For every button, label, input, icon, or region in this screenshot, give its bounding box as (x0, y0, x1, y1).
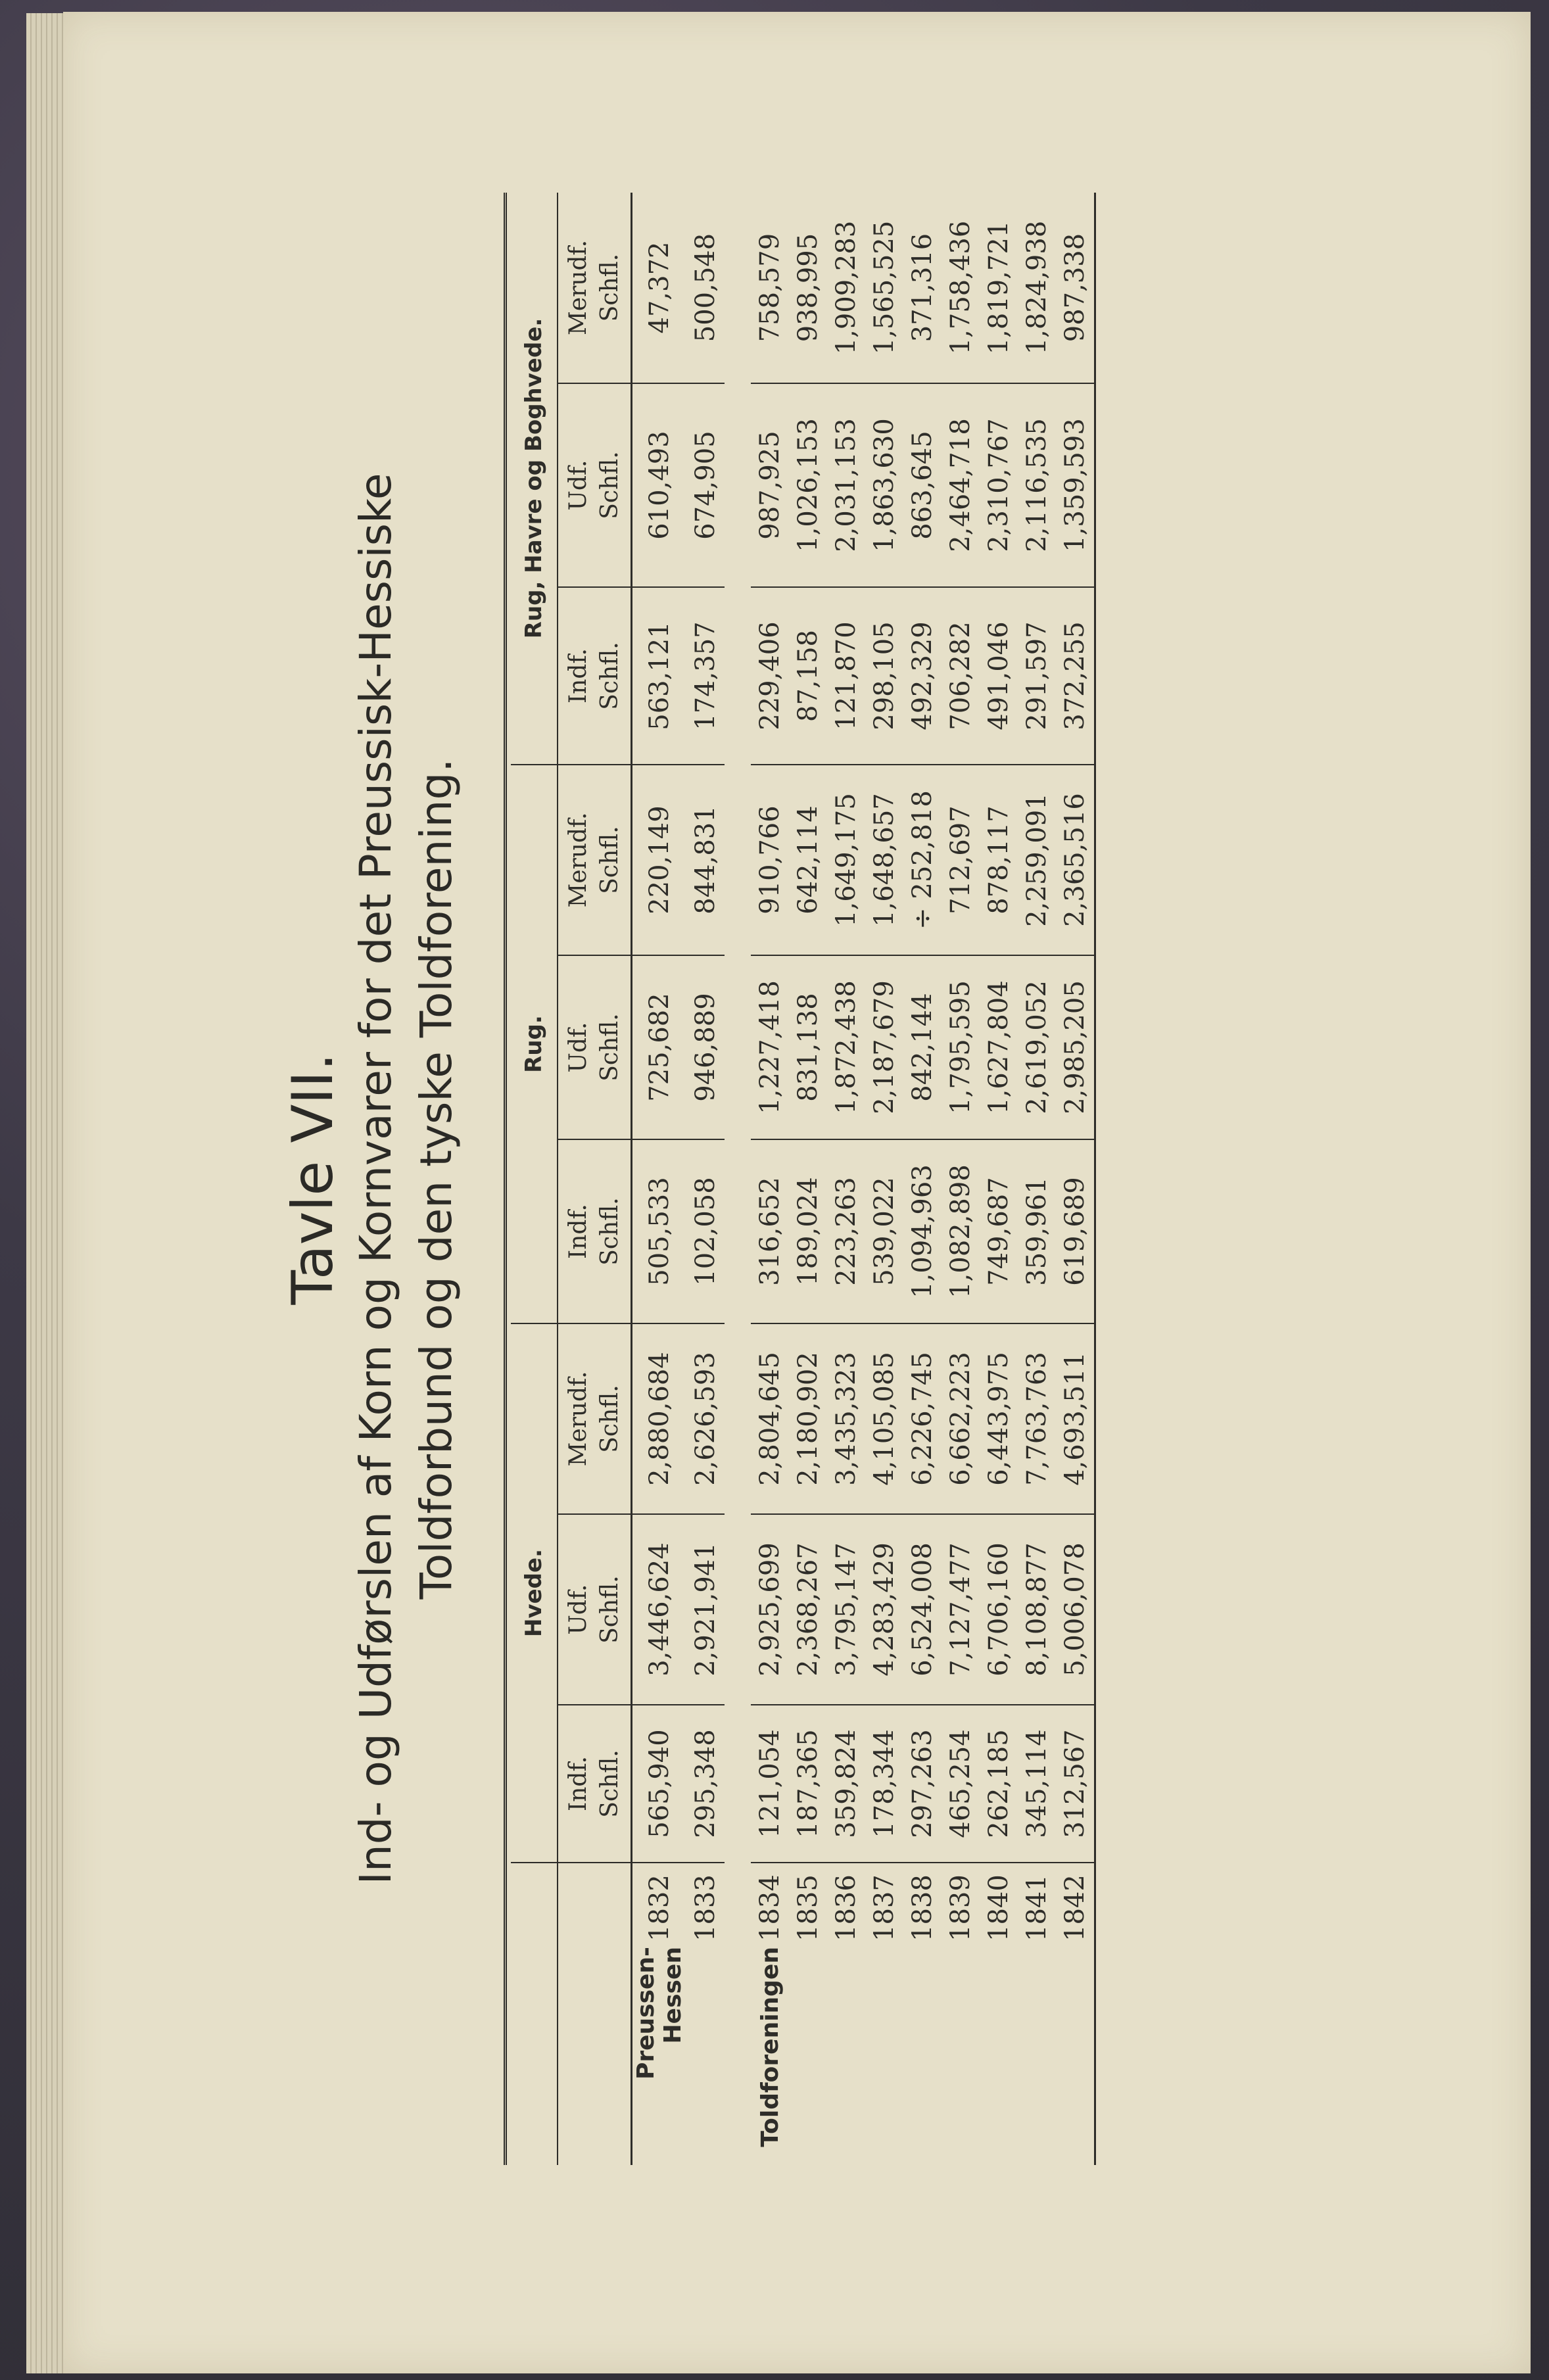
page-title: Tavle VII. (280, 1053, 346, 1305)
section-name (1018, 1941, 1056, 2165)
group-header-row (511, 193, 558, 2165)
value-cell: 2,880,684 (632, 1323, 687, 1514)
value-cell: 465,254 (941, 1705, 980, 1863)
value-cell: 2,804,645 (751, 1323, 789, 1514)
value-cell: 6,662,223 (941, 1323, 980, 1514)
value-cell: 2,985,205 (1056, 955, 1095, 1139)
value-cell: 2,031,153 (827, 383, 865, 587)
value-cell: 831,138 (789, 955, 827, 1139)
subtitle-line-1: Ind- og Udførslen af Korn og Kornvarer for det Preussisk-Hessiske (350, 473, 401, 1885)
table-row (686, 193, 725, 2165)
value-cell: 3,446,624 (632, 1514, 687, 1705)
value-cell: 295,348 (686, 1705, 725, 1863)
year-cell: 1836 (831, 1874, 861, 1941)
value-cell: 2,116,535 (1018, 383, 1056, 587)
year-cell: 1839 (945, 1874, 976, 1941)
value-cell: 1,758,436 (941, 193, 980, 383)
value-cell: 87,158 (789, 587, 827, 765)
value-cell: 706,282 (941, 587, 980, 765)
value-cell: 8,108,877 (1018, 1514, 1056, 1705)
value-cell: 220,149 (632, 765, 687, 955)
value-cell: 4,105,085 (865, 1323, 903, 1514)
value-cell: 174,357 (686, 587, 725, 765)
value-cell: 121,054 (751, 1705, 789, 1863)
value-cell: 619,689 (1056, 1139, 1095, 1323)
value-cell: 297,263 (903, 1705, 941, 1863)
value-cell: 4,693,511 (1056, 1323, 1095, 1514)
value-cell: 1,863,630 (865, 383, 903, 587)
value-cell: 291,597 (1018, 587, 1056, 765)
value-cell: 3,435,323 (827, 1323, 865, 1514)
hdr-rug-indf: Indf. Schfl. (558, 1139, 632, 1323)
section-name (789, 1941, 827, 2165)
value-cell: 178,344 (865, 1705, 903, 1863)
value-cell: 1,824,938 (1018, 193, 1056, 383)
section-name (827, 1941, 865, 2165)
year-cell: 1838 (907, 1874, 938, 1941)
value-cell: 565,940 (632, 1705, 687, 1863)
value-cell: 1,648,657 (865, 765, 903, 955)
section-name (980, 1941, 1018, 2165)
table-row (1056, 193, 1095, 2165)
section-name (1056, 1941, 1095, 2165)
value-cell: 1,649,175 (827, 765, 865, 955)
table-row (632, 193, 687, 2165)
value-cell: 1,359,593 (1056, 383, 1095, 587)
hdr-rhb-udf: Udf. Schfl. (558, 383, 632, 587)
value-cell: 189,024 (789, 1139, 827, 1323)
section-name: Preussen-Hessen (632, 1947, 686, 2080)
table-row (941, 193, 980, 2165)
value-cell: 1,082,898 (941, 1139, 980, 1323)
group-rug: Rug. (511, 765, 558, 1323)
value-cell: 2,180,902 (789, 1323, 827, 1514)
value-cell: 1,872,438 (827, 955, 865, 1139)
value-cell: 372,255 (1056, 587, 1095, 765)
value-cell: 2,619,052 (1018, 955, 1056, 1139)
value-cell: 1,565,525 (865, 193, 903, 383)
value-cell: 229,406 (751, 587, 789, 765)
value-cell: 2,368,267 (789, 1514, 827, 1705)
subtitle-line-2: Toldforbund og den tyske Toldforening. (411, 758, 462, 1600)
year-cell: 1837 (869, 1874, 899, 1941)
hdr-rhb-merudf: Merudf. Schfl. (558, 193, 632, 383)
value-cell: 2,464,718 (941, 383, 980, 587)
value-cell: 938,995 (789, 193, 827, 383)
value-cell: 316,652 (751, 1139, 789, 1323)
table-body (632, 193, 1099, 2165)
value-cell: 1,026,153 (789, 383, 827, 587)
value-cell: 610,493 (632, 383, 687, 587)
value-cell: 539,022 (865, 1139, 903, 1323)
section-name (865, 1941, 903, 2165)
value-cell: 121,870 (827, 587, 865, 765)
value-cell: 2,925,699 (751, 1514, 789, 1705)
value-cell: 505,533 (632, 1139, 687, 1323)
value-cell: 1,795,595 (941, 955, 980, 1139)
value-cell: 2,259,091 (1018, 765, 1056, 955)
table-row (789, 193, 827, 2165)
value-cell: 491,046 (980, 587, 1018, 765)
section-name: Toldforeningen (756, 1947, 784, 2147)
value-cell: 102,058 (686, 1139, 725, 1323)
year-cell: 1841 (1022, 1874, 1052, 1941)
table-row (903, 193, 941, 2165)
value-cell: 359,961 (1018, 1139, 1056, 1323)
sub-header-row (558, 193, 632, 2165)
value-cell: 642,114 (789, 765, 827, 955)
hdr-hvede-indf: Indf. Schfl. (558, 1705, 632, 1863)
value-cell: 6,706,160 (980, 1514, 1018, 1705)
section-name (686, 1941, 725, 2165)
year-cell: 1834 (755, 1874, 785, 1941)
value-cell: 7,763,763 (1018, 1323, 1056, 1514)
value-cell: 2,187,679 (865, 955, 903, 1139)
year-cell: 1833 (690, 1874, 721, 1941)
value-cell: 1,094,963 (903, 1139, 941, 1323)
value-cell: 842,144 (903, 955, 941, 1139)
value-cell: 7,127,477 (941, 1514, 980, 1705)
value-cell: 563,121 (632, 587, 687, 765)
table-row (980, 193, 1018, 2165)
group-hvede: Hvede. (511, 1323, 558, 1863)
table-row (1018, 193, 1056, 2165)
value-cell: 758,579 (751, 193, 789, 383)
value-cell: 1,227,418 (751, 955, 789, 1139)
value-cell: 6,226,745 (903, 1323, 941, 1514)
hdr-hvede-udf: Udf. Schfl. (558, 1514, 632, 1705)
value-cell: 492,329 (903, 587, 941, 765)
table-row (865, 193, 903, 2165)
value-cell: 878,117 (980, 765, 1018, 955)
value-cell: 371,316 (903, 193, 941, 383)
value-cell: 47,372 (632, 193, 687, 383)
hdr-rug-udf: Udf. Schfl. (558, 955, 632, 1139)
year-cell: 1842 (1060, 1874, 1090, 1941)
section-name (941, 1941, 980, 2165)
rotated-content (260, 193, 1339, 2165)
value-cell: 712,697 (941, 765, 980, 955)
value-cell: 2,365,516 (1056, 765, 1095, 955)
hdr-rhb-indf: Indf. Schfl. (558, 587, 632, 765)
year-cell: 1835 (793, 1874, 823, 1941)
value-cell: 3,795,147 (827, 1514, 865, 1705)
title-block (260, 193, 467, 2165)
value-cell: 844,831 (686, 765, 725, 955)
value-cell: 359,824 (827, 1705, 865, 1863)
value-cell: 298,105 (865, 587, 903, 765)
value-cell: 5,006,078 (1056, 1514, 1095, 1705)
value-cell: 345,114 (1018, 1705, 1056, 1863)
group-rug-havre-boghvede: Rug, Havre og Boghvede. (511, 193, 558, 765)
value-cell: 674,905 (686, 383, 725, 587)
value-cell: 6,443,975 (980, 1323, 1018, 1514)
value-cell: 863,645 (903, 383, 941, 587)
value-cell: 262,185 (980, 1705, 1018, 1863)
value-cell: 2,310,767 (980, 383, 1018, 587)
year-cell: 1832 (644, 1874, 675, 1941)
grain-table (504, 193, 1099, 2165)
value-cell: 312,567 (1056, 1705, 1095, 1863)
value-cell: 223,263 (827, 1139, 865, 1323)
page-edges (26, 13, 66, 2373)
value-cell: 910,766 (751, 765, 789, 955)
value-cell: 1,627,804 (980, 955, 1018, 1139)
value-cell: 946,889 (686, 955, 725, 1139)
value-cell: 1,909,283 (827, 193, 865, 383)
value-cell: 2,921,941 (686, 1514, 725, 1705)
hdr-rug-merudf: Merudf. Schfl. (558, 765, 632, 955)
hdr-hvede-merudf: Merudf. Schfl. (558, 1323, 632, 1514)
value-cell: 2,626,593 (686, 1323, 725, 1514)
section-name (903, 1941, 941, 2165)
value-cell: 987,925 (751, 383, 789, 587)
value-cell: 987,338 (1056, 193, 1095, 383)
value-cell: 1,819,721 (980, 193, 1018, 383)
book-page (63, 12, 1531, 2373)
value-cell: 749,687 (980, 1139, 1018, 1323)
table-row (751, 193, 789, 2165)
value-cell: 4,283,429 (865, 1514, 903, 1705)
year-cell: 1840 (984, 1874, 1014, 1941)
value-cell: 187,365 (789, 1705, 827, 1863)
value-cell: 6,524,008 (903, 1514, 941, 1705)
value-cell: ÷ 252,818 (903, 765, 941, 955)
value-cell: 500,548 (686, 193, 725, 383)
value-cell: 725,682 (632, 955, 687, 1139)
table-row (827, 193, 865, 2165)
